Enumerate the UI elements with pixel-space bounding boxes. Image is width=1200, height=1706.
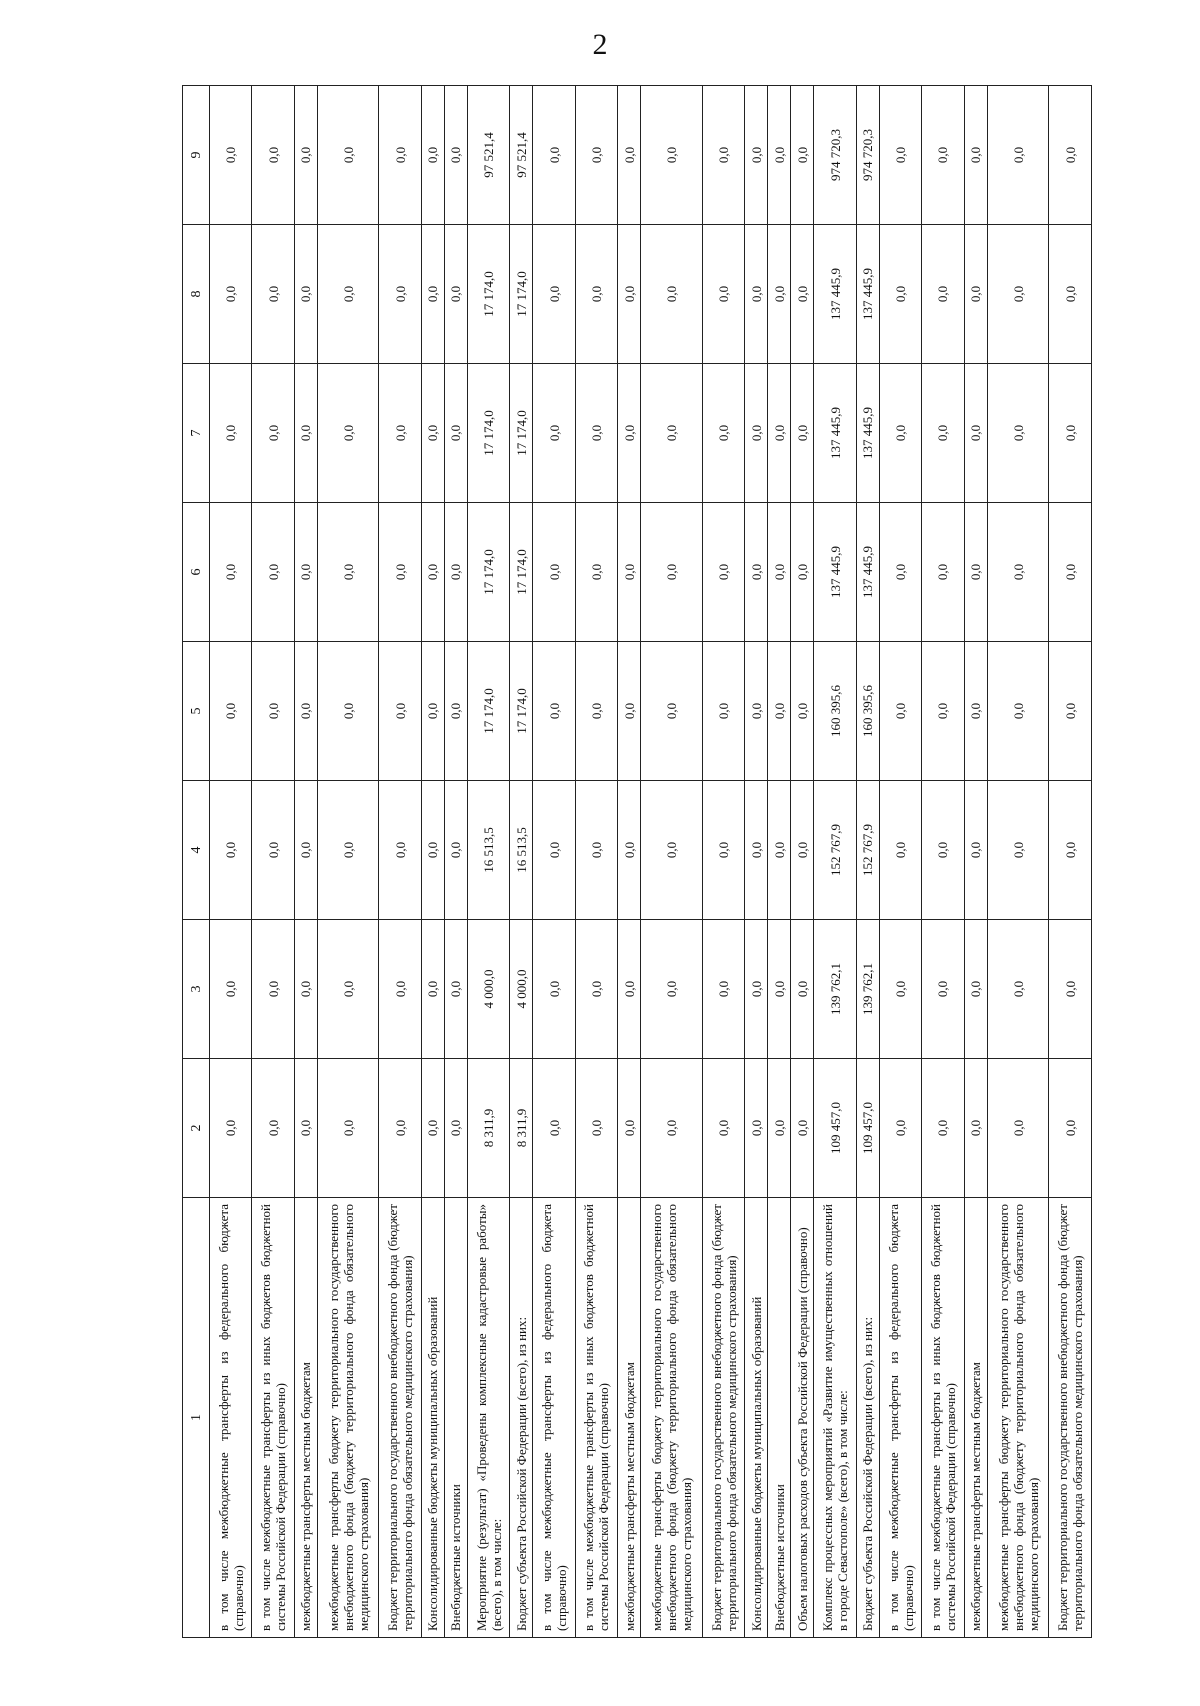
value-cell: 0,0 <box>1049 225 1092 364</box>
row-label: межбюджетные трансферты местным бюджетам <box>618 1198 641 1638</box>
value-cell: 0,0 <box>987 642 1049 781</box>
value-cell: 137 445,9 <box>856 225 879 364</box>
value-cell: 0,0 <box>294 1059 317 1198</box>
value-cell: 974 720,3 <box>856 86 879 225</box>
value-cell: 0,0 <box>317 920 379 1059</box>
row-label: Объем налоговых расходов субъекта Российской Федерации (справочно) <box>791 1198 814 1638</box>
value-cell: 0,0 <box>618 86 641 225</box>
value-cell: 0,0 <box>987 364 1049 503</box>
value-cell: 0,0 <box>879 642 921 781</box>
table-row <box>444 86 467 1638</box>
value-cell: 0,0 <box>421 642 444 781</box>
value-cell: 109 457,0 <box>814 1059 856 1198</box>
value-cell: 0,0 <box>252 642 294 781</box>
value-cell: 0,0 <box>421 364 444 503</box>
table-row <box>421 86 444 1638</box>
value-cell: 0,0 <box>210 225 252 364</box>
row-label: межбюджетные трансферты местным бюджетам <box>964 1198 987 1638</box>
row-label: в том числе межбюджетные трансферты из иных бюджетов бюджетной системы Российской Федерации (справочно) <box>252 1198 294 1638</box>
value-cell: 0,0 <box>444 503 467 642</box>
table-row <box>467 86 509 1638</box>
value-cell: 0,0 <box>317 364 379 503</box>
table-row <box>641 86 703 1638</box>
value-cell: 0,0 <box>575 225 617 364</box>
value-cell: 0,0 <box>964 781 987 920</box>
column-header: 5 <box>183 642 210 781</box>
value-cell: 0,0 <box>879 364 921 503</box>
value-cell: 109 457,0 <box>856 1059 879 1198</box>
value-cell: 0,0 <box>768 920 791 1059</box>
value-cell: 0,0 <box>987 920 1049 1059</box>
value-cell: 0,0 <box>702 86 744 225</box>
column-header: 8 <box>183 225 210 364</box>
row-label: в том числе межбюджетные трансферты из федерального бюджета (справочно) <box>210 1198 252 1638</box>
value-cell: 0,0 <box>317 225 379 364</box>
value-cell: 0,0 <box>964 86 987 225</box>
table-row <box>575 86 617 1638</box>
row-label: в том числе межбюджетные трансферты из иных бюджетов бюджетной системы Российской Федерации (справочно) <box>922 1198 964 1638</box>
value-cell: 0,0 <box>964 1059 987 1198</box>
value-cell: 139 762,1 <box>856 920 879 1059</box>
value-cell: 0,0 <box>210 642 252 781</box>
value-cell: 4 000,0 <box>510 920 533 1059</box>
value-cell: 0,0 <box>533 86 575 225</box>
value-cell: 0,0 <box>1049 642 1092 781</box>
column-header: 1 <box>183 1198 210 1638</box>
value-cell: 137 445,9 <box>814 364 856 503</box>
value-cell: 0,0 <box>987 503 1049 642</box>
value-cell: 0,0 <box>294 642 317 781</box>
value-cell: 0,0 <box>421 503 444 642</box>
value-cell: 0,0 <box>294 364 317 503</box>
value-cell: 0,0 <box>745 781 768 920</box>
table-row <box>879 86 921 1638</box>
row-label: Внебюджетные источники <box>444 1198 467 1638</box>
value-cell: 0,0 <box>294 225 317 364</box>
value-cell: 152 767,9 <box>856 781 879 920</box>
value-cell: 0,0 <box>421 86 444 225</box>
row-label: Бюджет субъекта Российской Федерации (всего), из них: <box>856 1198 879 1638</box>
row-label: Внебюджетные источники <box>768 1198 791 1638</box>
value-cell: 0,0 <box>444 920 467 1059</box>
value-cell: 0,0 <box>702 225 744 364</box>
value-cell: 0,0 <box>618 225 641 364</box>
value-cell: 8 311,9 <box>467 1059 509 1198</box>
value-cell: 0,0 <box>922 86 964 225</box>
table-row <box>379 86 421 1638</box>
value-cell: 0,0 <box>879 781 921 920</box>
value-cell: 0,0 <box>745 642 768 781</box>
value-cell: 0,0 <box>879 86 921 225</box>
value-cell: 0,0 <box>641 920 703 1059</box>
value-cell: 0,0 <box>641 86 703 225</box>
value-cell: 0,0 <box>922 642 964 781</box>
value-cell: 0,0 <box>317 781 379 920</box>
value-cell: 137 445,9 <box>814 503 856 642</box>
value-cell: 4 000,0 <box>467 920 509 1059</box>
value-cell: 0,0 <box>964 920 987 1059</box>
value-cell: 0,0 <box>1049 781 1092 920</box>
value-cell: 0,0 <box>768 1059 791 1198</box>
value-cell: 0,0 <box>922 364 964 503</box>
value-cell: 0,0 <box>879 1059 921 1198</box>
value-cell: 0,0 <box>575 781 617 920</box>
value-cell: 0,0 <box>317 642 379 781</box>
value-cell: 0,0 <box>533 364 575 503</box>
rotated-table-container <box>182 86 1092 1638</box>
value-cell: 0,0 <box>533 225 575 364</box>
value-cell: 0,0 <box>575 642 617 781</box>
value-cell: 0,0 <box>575 1059 617 1198</box>
value-cell: 17 174,0 <box>510 364 533 503</box>
value-cell: 0,0 <box>922 225 964 364</box>
value-cell: 0,0 <box>791 364 814 503</box>
value-cell: 0,0 <box>252 86 294 225</box>
value-cell: 0,0 <box>964 642 987 781</box>
column-header: 7 <box>183 364 210 503</box>
value-cell: 0,0 <box>768 503 791 642</box>
value-cell: 0,0 <box>768 642 791 781</box>
value-cell: 0,0 <box>444 1059 467 1198</box>
value-cell: 0,0 <box>444 781 467 920</box>
value-cell: 0,0 <box>791 503 814 642</box>
row-label: Бюджет территориального государственного внебюджетного фонда (бюджет территориального фонда обязательного медицинского страхования) <box>702 1198 744 1638</box>
table-row <box>702 86 744 1638</box>
value-cell: 0,0 <box>791 920 814 1059</box>
value-cell: 0,0 <box>745 364 768 503</box>
value-cell: 0,0 <box>444 86 467 225</box>
value-cell: 0,0 <box>987 225 1049 364</box>
value-cell: 0,0 <box>791 225 814 364</box>
row-label: Консолидированные бюджеты муниципальных образований <box>745 1198 768 1638</box>
table-row <box>987 86 1049 1638</box>
value-cell: 0,0 <box>641 1059 703 1198</box>
row-label: Бюджет территориального государственного внебюджетного фонда (бюджет территориального фонда обязательного медицинского страхования) <box>379 1198 421 1638</box>
value-cell: 0,0 <box>922 781 964 920</box>
table-row <box>533 86 575 1638</box>
value-cell: 97 521,4 <box>510 86 533 225</box>
value-cell: 0,0 <box>702 642 744 781</box>
value-cell: 0,0 <box>379 364 421 503</box>
value-cell: 0,0 <box>964 225 987 364</box>
value-cell: 17 174,0 <box>467 364 509 503</box>
value-cell: 8 311,9 <box>510 1059 533 1198</box>
value-cell: 17 174,0 <box>467 225 509 364</box>
value-cell: 0,0 <box>1049 920 1092 1059</box>
value-cell: 0,0 <box>294 920 317 1059</box>
value-cell: 0,0 <box>210 86 252 225</box>
value-cell: 0,0 <box>252 920 294 1059</box>
table-row <box>294 86 317 1638</box>
row-label: межбюджетные трансферты местным бюджетам <box>294 1198 317 1638</box>
value-cell: 0,0 <box>791 1059 814 1198</box>
value-cell: 0,0 <box>745 1059 768 1198</box>
table-row <box>1049 86 1092 1638</box>
value-cell: 0,0 <box>210 503 252 642</box>
value-cell: 0,0 <box>533 781 575 920</box>
table-row <box>856 86 879 1638</box>
value-cell: 16 513,5 <box>467 781 509 920</box>
column-header: 2 <box>183 1059 210 1198</box>
value-cell: 0,0 <box>768 781 791 920</box>
value-cell: 0,0 <box>879 503 921 642</box>
row-label: Мероприятие (результат) «Проведены комплексные кадастровые работы» (всего), в том числе: <box>467 1198 509 1638</box>
value-cell: 0,0 <box>210 1059 252 1198</box>
value-cell: 0,0 <box>987 1059 1049 1198</box>
value-cell: 0,0 <box>294 781 317 920</box>
value-cell: 0,0 <box>618 364 641 503</box>
value-cell: 0,0 <box>379 86 421 225</box>
value-cell: 0,0 <box>210 781 252 920</box>
table-row <box>964 86 987 1638</box>
value-cell: 0,0 <box>641 781 703 920</box>
value-cell: 0,0 <box>575 920 617 1059</box>
value-cell: 0,0 <box>210 920 252 1059</box>
table-row <box>618 86 641 1638</box>
value-cell: 139 762,1 <box>814 920 856 1059</box>
value-cell: 0,0 <box>702 1059 744 1198</box>
value-cell: 0,0 <box>252 225 294 364</box>
value-cell: 0,0 <box>1049 364 1092 503</box>
column-header: 3 <box>183 920 210 1059</box>
value-cell: 0,0 <box>879 920 921 1059</box>
value-cell: 0,0 <box>641 642 703 781</box>
value-cell: 137 445,9 <box>856 364 879 503</box>
value-cell: 0,0 <box>533 920 575 1059</box>
value-cell: 0,0 <box>379 503 421 642</box>
value-cell: 0,0 <box>379 642 421 781</box>
value-cell: 0,0 <box>575 503 617 642</box>
table-row <box>768 86 791 1638</box>
row-label: межбюджетные трансферты бюджету территориального государственного внебюджетного фонда (бюджету территориального фонда обязательного медицинского страхования) <box>641 1198 703 1638</box>
value-cell: 0,0 <box>987 781 1049 920</box>
value-cell: 0,0 <box>618 642 641 781</box>
value-cell: 0,0 <box>444 225 467 364</box>
value-cell: 0,0 <box>791 781 814 920</box>
value-cell: 0,0 <box>702 920 744 1059</box>
value-cell: 16 513,5 <box>510 781 533 920</box>
value-cell: 17 174,0 <box>467 503 509 642</box>
value-cell: 0,0 <box>745 503 768 642</box>
value-cell: 0,0 <box>745 225 768 364</box>
value-cell: 0,0 <box>702 781 744 920</box>
row-label: Бюджет территориального государственного внебюджетного фонда (бюджет территориального фонда обязательного медицинского страхования) <box>1049 1198 1092 1638</box>
value-cell: 0,0 <box>533 642 575 781</box>
value-cell: 152 767,9 <box>814 781 856 920</box>
value-cell: 0,0 <box>252 364 294 503</box>
value-cell: 0,0 <box>444 364 467 503</box>
value-cell: 0,0 <box>641 225 703 364</box>
value-cell: 97 521,4 <box>467 86 509 225</box>
value-cell: 0,0 <box>879 225 921 364</box>
value-cell: 0,0 <box>379 781 421 920</box>
row-label: Консолидированные бюджеты муниципальных образований <box>421 1198 444 1638</box>
column-header: 4 <box>183 781 210 920</box>
value-cell: 0,0 <box>575 364 617 503</box>
row-label: в том числе межбюджетные трансферты из иных бюджетов бюджетной системы Российской Федерации (справочно) <box>575 1198 617 1638</box>
value-cell: 0,0 <box>618 920 641 1059</box>
value-cell: 17 174,0 <box>510 642 533 781</box>
value-cell: 0,0 <box>1049 1059 1092 1198</box>
value-cell: 0,0 <box>317 1059 379 1198</box>
row-label: в том числе межбюджетные трансферты из федерального бюджета (справочно) <box>533 1198 575 1638</box>
value-cell: 0,0 <box>618 781 641 920</box>
value-cell: 0,0 <box>768 86 791 225</box>
value-cell: 0,0 <box>745 920 768 1059</box>
table-body <box>210 86 1092 1638</box>
value-cell: 0,0 <box>421 225 444 364</box>
table-row <box>317 86 379 1638</box>
value-cell: 17 174,0 <box>510 503 533 642</box>
value-cell: 0,0 <box>1049 503 1092 642</box>
value-cell: 0,0 <box>922 1059 964 1198</box>
value-cell: 0,0 <box>533 1059 575 1198</box>
table-row <box>210 86 252 1638</box>
value-cell: 0,0 <box>444 642 467 781</box>
row-label: в том числе межбюджетные трансферты из федерального бюджета (справочно) <box>879 1198 921 1638</box>
row-label: межбюджетные трансферты бюджету территориального государственного внебюджетного фонда (бюджету территориального фонда обязательного медицинского страхования) <box>317 1198 379 1638</box>
value-cell: 0,0 <box>791 642 814 781</box>
value-cell: 0,0 <box>641 503 703 642</box>
table-row <box>791 86 814 1638</box>
value-cell: 0,0 <box>421 920 444 1059</box>
value-cell: 0,0 <box>317 86 379 225</box>
value-cell: 0,0 <box>768 225 791 364</box>
value-cell: 0,0 <box>294 503 317 642</box>
value-cell: 0,0 <box>641 364 703 503</box>
value-cell: 0,0 <box>791 86 814 225</box>
value-cell: 0,0 <box>922 920 964 1059</box>
page-number: 2 <box>592 28 608 61</box>
value-cell: 0,0 <box>618 1059 641 1198</box>
value-cell: 160 395,6 <box>856 642 879 781</box>
row-label: межбюджетные трансферты бюджету территориального государственного внебюджетного фонда (бюджету территориального фонда обязательного медицинского страхования) <box>987 1198 1049 1638</box>
value-cell: 0,0 <box>987 86 1049 225</box>
value-cell: 0,0 <box>210 364 252 503</box>
value-cell: 0,0 <box>702 503 744 642</box>
value-cell: 17 174,0 <box>467 642 509 781</box>
row-label: Комплекс процессных мероприятий «Развитие имущественных отношений в городе Севастополе» (всего), в том числе: <box>814 1198 856 1638</box>
value-cell: 0,0 <box>768 364 791 503</box>
value-cell: 137 445,9 <box>856 503 879 642</box>
value-cell: 0,0 <box>1049 86 1092 225</box>
value-cell: 0,0 <box>618 503 641 642</box>
column-header: 9 <box>183 86 210 225</box>
table-row <box>252 86 294 1638</box>
value-cell: 0,0 <box>533 503 575 642</box>
value-cell: 0,0 <box>252 1059 294 1198</box>
budget-table <box>182 85 1092 1638</box>
value-cell: 0,0 <box>252 781 294 920</box>
table-row <box>745 86 768 1638</box>
value-cell: 0,0 <box>317 503 379 642</box>
table-row <box>922 86 964 1638</box>
value-cell: 0,0 <box>702 364 744 503</box>
value-cell: 0,0 <box>421 781 444 920</box>
value-cell: 0,0 <box>964 364 987 503</box>
value-cell: 0,0 <box>294 86 317 225</box>
value-cell: 974 720,3 <box>814 86 856 225</box>
value-cell: 0,0 <box>922 503 964 642</box>
value-cell: 0,0 <box>745 86 768 225</box>
row-label: Бюджет субъекта Российской Федерации (всего), из них: <box>510 1198 533 1638</box>
value-cell: 0,0 <box>252 503 294 642</box>
table-row <box>814 86 856 1638</box>
table-header-row <box>183 86 210 1638</box>
column-header: 6 <box>183 503 210 642</box>
table-row <box>510 86 533 1638</box>
value-cell: 137 445,9 <box>814 225 856 364</box>
value-cell: 0,0 <box>379 920 421 1059</box>
value-cell: 0,0 <box>379 225 421 364</box>
value-cell: 17 174,0 <box>510 225 533 364</box>
value-cell: 160 395,6 <box>814 642 856 781</box>
value-cell: 0,0 <box>379 1059 421 1198</box>
value-cell: 0,0 <box>575 86 617 225</box>
value-cell: 0,0 <box>421 1059 444 1198</box>
value-cell: 0,0 <box>964 503 987 642</box>
